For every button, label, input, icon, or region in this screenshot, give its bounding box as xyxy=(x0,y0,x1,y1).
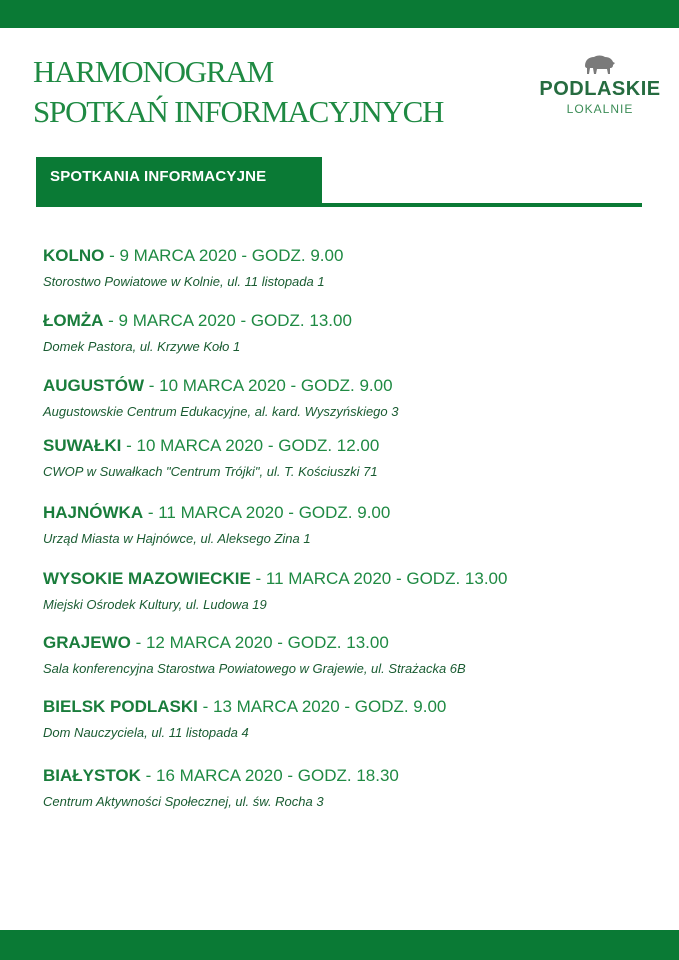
meeting-heading xyxy=(43,435,379,457)
meeting-heading xyxy=(43,502,390,524)
meeting-entry xyxy=(43,568,507,613)
meeting-entry xyxy=(43,245,343,290)
page-title xyxy=(33,52,443,132)
meeting-city: AUGUSTÓW xyxy=(43,376,145,395)
top-bar xyxy=(0,0,679,28)
meeting-heading xyxy=(43,375,399,397)
meeting-city: KOLNO xyxy=(43,246,105,265)
title-line-1: HARMONOGRAM xyxy=(33,54,273,89)
meeting-place: CWOP w Suwałkach "Centrum Trójki", ul. T. Kościuszki 71 xyxy=(43,464,378,479)
meeting-city: HAJNÓWKA xyxy=(43,503,144,522)
meeting-place: Miejski Ośrodek Kultury, ul. Ludowa 19 xyxy=(43,597,267,612)
podlaskie-logo xyxy=(532,54,668,120)
meeting-place: Centrum Aktywności Społecznej, ul. św. Rocha 3 xyxy=(43,794,324,809)
meeting-place: Sala konferencyjna Starostwa Powiatowego w Grajewie, ul. Strażacka 6B xyxy=(43,661,466,676)
meeting-place: Urząd Miasta w Hajnówce, ul. Aleksego Zina 1 xyxy=(43,531,311,546)
meeting-city: BIAŁYSTOK xyxy=(43,766,141,785)
meeting-heading xyxy=(43,568,507,590)
title-line-2: SPOTKAŃ INFORMACYJNYCH xyxy=(33,94,444,129)
meeting-datetime: - 10 MARCA 2020 - GODZ. 9.00 xyxy=(144,376,393,395)
meeting-heading xyxy=(43,310,352,332)
meeting-city: ŁOMŻA xyxy=(43,311,104,330)
meeting-entry xyxy=(43,435,379,480)
meeting-entry xyxy=(43,696,446,741)
bottom-bar xyxy=(0,930,679,960)
meeting-city: SUWAŁKI xyxy=(43,436,122,455)
meeting-city: BIELSK PODLASKI xyxy=(43,697,198,716)
meeting-heading xyxy=(43,765,399,787)
meeting-heading xyxy=(43,696,446,718)
meeting-place: Storostwo Powiatowe w Kolnie, ul. 11 listopada 1 xyxy=(43,274,325,289)
meeting-datetime: - 11 MARCA 2020 - GODZ. 9.00 xyxy=(143,503,391,522)
meeting-entry xyxy=(43,502,390,547)
meeting-datetime: - 9 MARCA 2020 - GODZ. 9.00 xyxy=(104,246,344,265)
meeting-city: GRAJEWO xyxy=(43,633,131,652)
logo-subtitle: LOKALNIE xyxy=(566,102,634,116)
meeting-city: WYSOKIE MAZOWIECKIE xyxy=(43,569,251,588)
meeting-heading xyxy=(43,632,466,654)
meeting-place: Dom Nauczyciela, ul. 11 listopada 4 xyxy=(43,725,249,740)
meeting-datetime: - 11 MARCA 2020 - GODZ. 13.00 xyxy=(250,569,508,588)
meeting-place: Domek Pastora, ul. Krzywe Koło 1 xyxy=(43,339,241,354)
section-header xyxy=(36,157,322,207)
meeting-entry xyxy=(43,632,466,677)
bison-icon xyxy=(582,54,616,76)
meeting-entry xyxy=(43,310,352,355)
meeting-heading xyxy=(43,245,343,267)
logo-name: PODLASKIE xyxy=(539,78,661,100)
section-label: SPOTKANIA INFORMACYJNE xyxy=(50,168,267,185)
meeting-datetime: - 16 MARCA 2020 - GODZ. 18.30 xyxy=(140,766,399,785)
meeting-datetime: - 10 MARCA 2020 - GODZ. 12.00 xyxy=(121,436,380,455)
meeting-entry xyxy=(43,375,399,420)
meeting-entry xyxy=(43,765,399,810)
meeting-datetime: - 13 MARCA 2020 - GODZ. 9.00 xyxy=(197,697,447,716)
meeting-datetime: - 12 MARCA 2020 - GODZ. 13.00 xyxy=(130,633,389,652)
meeting-datetime: - 9 MARCA 2020 - GODZ. 13.00 xyxy=(103,311,352,330)
section-divider xyxy=(322,203,642,207)
meeting-place: Augustowskie Centrum Edukacyjne, al. kard. Wyszyńskiego 3 xyxy=(43,404,399,419)
